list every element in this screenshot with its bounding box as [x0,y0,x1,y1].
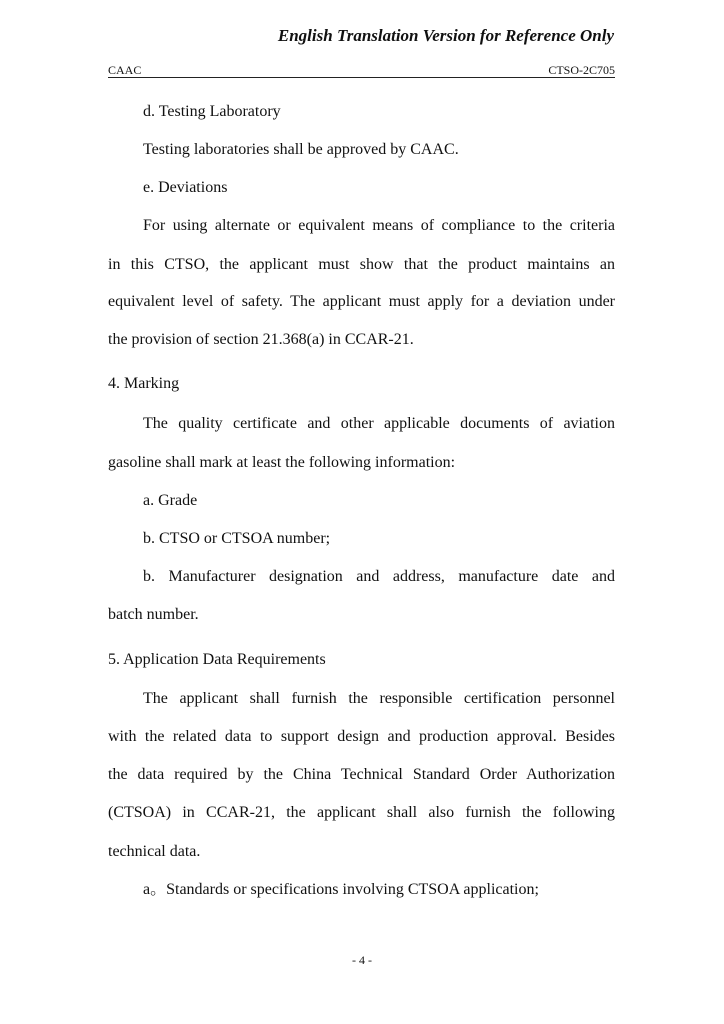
body-line: The applicant shall furnish the responsible certification personnel [143,690,615,707]
body-line: Testing laboratories shall be approved by CAAC. [143,141,459,158]
body-line: technical data. [108,843,201,860]
body-line: in this CTSO, the applicant must show that the product maintains an [108,256,615,273]
list-item: b. Manufacturer designation and address, manufacture date and [143,568,615,585]
body-line: For using alternate or equivalent means of compliance to the criteria [143,217,615,234]
body-line: The quality certificate and other applicable documents of aviation [143,415,615,432]
body-line: the provision of section 21.368(a) in CCAR-21. [108,331,414,348]
page-number: - 4 - [352,953,372,967]
subsection-heading-deviations: e. Deviations [143,179,228,196]
header-doc-number: CTSO-2C705 [548,63,615,77]
body-line: with the related data to support design and production approval. Besides [108,728,615,745]
body-line: batch number. [108,606,199,623]
list-item: a。Standards or specifications involving CTSOA application; [143,881,539,898]
body-line: gasoline shall mark at least the following information: [108,454,456,471]
page-header [108,63,615,78]
body-line: the data required by the China Technical Standard Order Authorization [108,766,615,783]
header-org: CAAC [108,63,142,77]
section-heading-application-data: 5. Application Data Requirements [108,651,326,668]
body-line: equivalent level of safety. The applicant must apply for a deviation under [108,293,615,310]
list-item: a. Grade [143,492,198,509]
body-line: (CTSOA) in CCAR-21, the applicant shall also furnish the following [108,804,615,821]
translation-banner: English Translation Version for Reference Only [277,26,614,45]
subsection-heading-testing-laboratory: d. Testing Laboratory [143,103,281,120]
list-item: b. CTSO or CTSOA number; [143,530,331,547]
section-heading-marking: 4. Marking [108,375,180,392]
